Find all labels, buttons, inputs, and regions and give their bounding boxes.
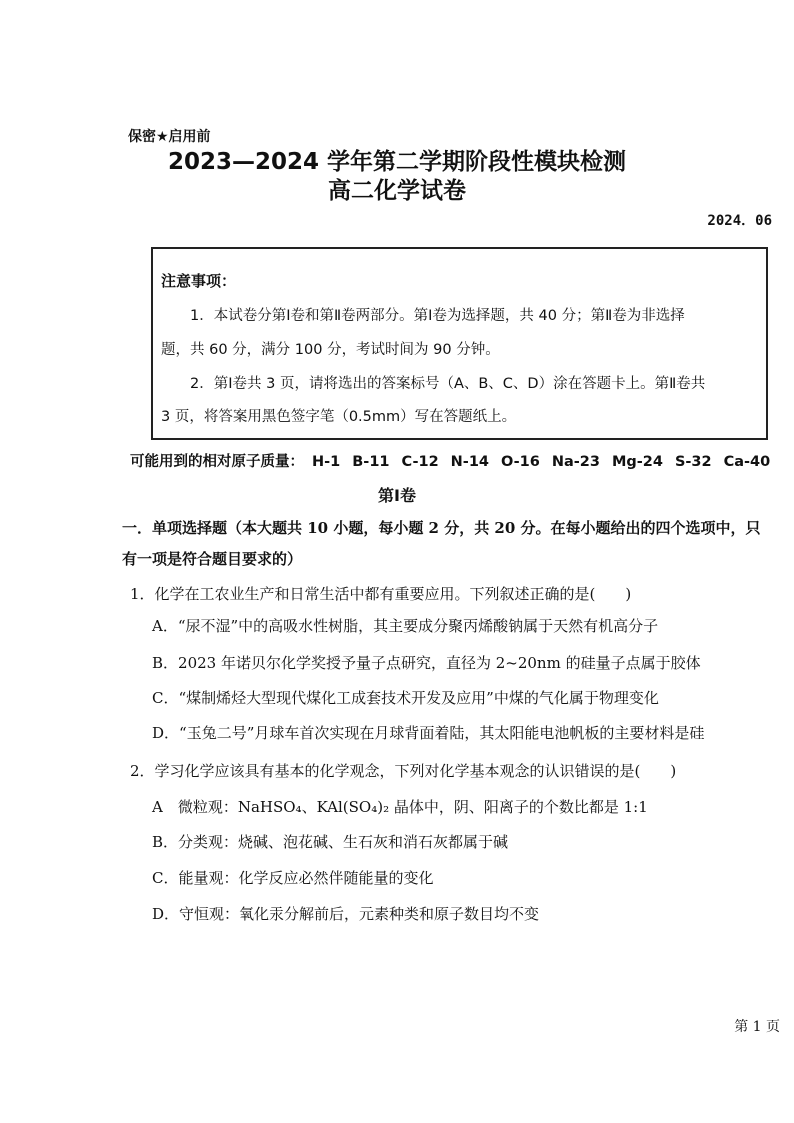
question-2-stem: 2．学习化学应该具有基本的化学观念，下列对化学基本观念的认识错误的是( ) xyxy=(130,762,677,780)
atomic-mass-item: H-1 xyxy=(312,454,341,470)
section-heading-line-2: 有一项是符合题目要求的） xyxy=(122,550,303,568)
exam-date: 2024．06 xyxy=(707,213,772,229)
notice-line-1: 1．本试卷分第Ⅰ卷和第Ⅱ卷两部分。第Ⅰ卷为选择题，共 40 分；第Ⅱ卷为非选择 xyxy=(190,308,685,324)
part-title: 第Ⅰ卷 xyxy=(378,486,416,505)
atomic-mass-item: S-32 xyxy=(674,454,712,470)
question-2-option-b: B．分类观：烧碱、泡花碱、生石灰和消石灰都属于碱 xyxy=(152,833,509,851)
page-number: 第 1 页 xyxy=(734,1019,780,1035)
atomic-mass-item: N-14 xyxy=(450,454,490,470)
atomic-mass-label: 可能用到的相对原子质量： xyxy=(130,454,304,470)
question-2-option-c: C．能量观：化学反应必然伴随能量的变化 xyxy=(152,869,434,887)
atomic-mass-line xyxy=(130,450,782,471)
exam-subtitle: 高二化学试卷 xyxy=(328,178,466,204)
exam-title: 2023—2024 学年第二学期阶段性模块检测 xyxy=(167,149,627,175)
question-2-option-a: A 微粒观：NaHSO₄、KAl(SO₄)₂ 晶体中，阴、阳离子的个数比都是 1:1 xyxy=(152,798,648,816)
notice-line-4: 3 页，将答案用黑色签字笔（0.5mm）写在答题纸上。 xyxy=(161,409,517,425)
atomic-mass-item: C-12 xyxy=(401,454,439,470)
atomic-mass-item: Mg-24 xyxy=(611,454,663,470)
question-1-option-c: C．“煤制烯烃大型现代煤化工成套技术开发及应用”中煤的气化属于物理变化 xyxy=(152,689,659,707)
confidential-mark: 保密★启用前 xyxy=(128,129,211,145)
atomic-mass-item: B-11 xyxy=(352,454,390,470)
atomic-mass-item: Ca-40 xyxy=(723,454,771,470)
notice-line-2: 题，共 60 分，满分 100 分，考试时间为 90 分钟。 xyxy=(161,342,500,358)
question-1-option-b: B．2023 年诺贝尔化学奖授予量子点研究，直径为 2~20nm 的硅量子点属于胶体 xyxy=(152,654,701,672)
section-heading-line-1: 一．单项选择题（本大题共 10 小题，每小题 2 分，共 20 分。在每小题给出的四个选项中，只 xyxy=(122,519,761,537)
notice-title: 注意事项： xyxy=(161,272,237,290)
question-2-option-d: D．守恒观：氧化汞分解前后，元素种类和原子数目均不变 xyxy=(152,905,540,923)
question-1-stem: 1．化学在工农业生产和日常生活中都有重要应用。下列叙述正确的是( ) xyxy=(130,585,632,603)
question-1-option-d: D．“玉兔二号”月球车首次实现在月球背面着陆，其太阳能电池帆板的主要材料是硅 xyxy=(152,724,705,742)
question-1-option-a: A．“尿不湿”中的高吸水性树脂，其主要成分聚丙烯酸钠属于天然有机高分子 xyxy=(152,617,659,635)
atomic-mass-item: Na-23 xyxy=(551,454,600,470)
notice-line-3: 2．第Ⅰ卷共 3 页，请将选出的答案标号（A、B、C、D）涂在答题卡上。第Ⅱ卷共 xyxy=(190,376,706,392)
atomic-mass-item: O-16 xyxy=(501,454,540,470)
